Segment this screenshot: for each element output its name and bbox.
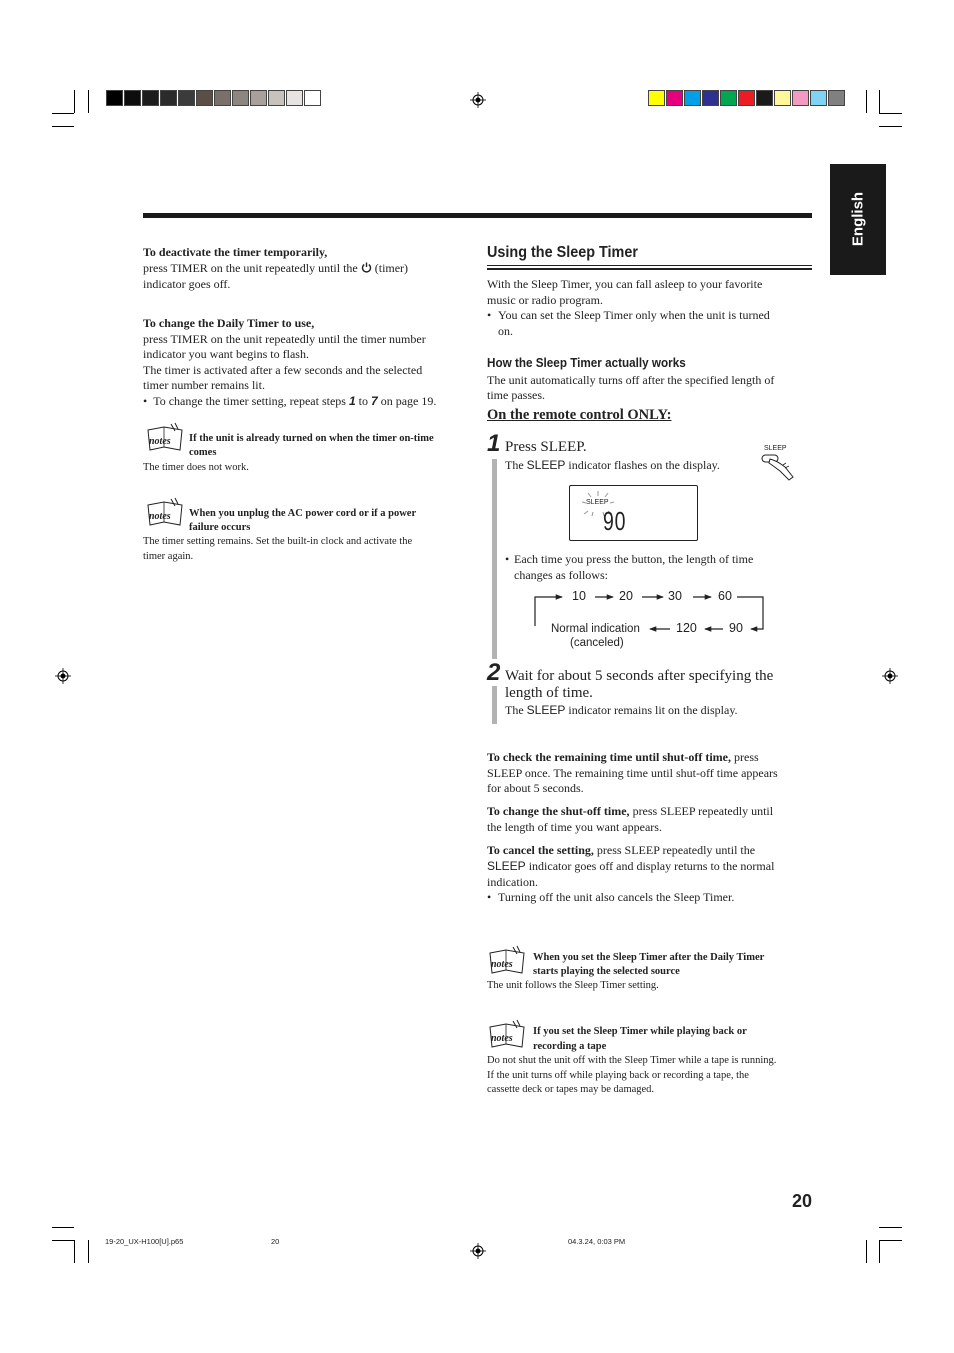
svg-text:notes: notes [491, 959, 513, 970]
change-daily-line: press TIMER on the unit repeatedly until the timer number [143, 332, 426, 346]
registration-mark-icon [882, 668, 898, 684]
change-daily-line: timer number remains lit. [143, 378, 265, 392]
note-body: timer again. [143, 551, 194, 562]
color-swatch [106, 90, 123, 106]
color-swatch [738, 90, 755, 106]
color-swatch [178, 90, 195, 106]
check-text: for about 5 seconds. [487, 781, 584, 795]
cancel-bullet-text: Turning off the unit also cancels the Sleep Timer. [498, 890, 735, 904]
check-text: SLEEP once. The remaining time until shut-off time appears [487, 766, 778, 780]
footer-date: 04.3.24, 0:03 PM [568, 1237, 626, 1246]
remote-button-label: SLEEP [764, 445, 787, 452]
bullet-text: To change the timer setting, repeat steps [153, 394, 346, 408]
note-title: recording a tape [533, 1041, 607, 1052]
change-text: the length of time you want appears. [487, 820, 662, 834]
color-swatch [214, 90, 231, 106]
step-heading: length of time. [505, 685, 593, 701]
change-daily-lead: To change the Daily Timer to use, [143, 316, 315, 330]
deactivate-text: press TIMER on the unit repeatedly until the [143, 261, 358, 275]
registration-mark-icon [470, 1243, 486, 1259]
sequence-value: 120 [676, 621, 697, 635]
bullet-to: to [358, 394, 368, 408]
intro-text: music or radio program. [487, 293, 603, 307]
sequence-diagram [530, 588, 770, 648]
change-daily-line: The timer is activated after a few seconds and the selected [143, 363, 423, 377]
svg-text:notes: notes [149, 511, 171, 522]
color-swatch [666, 90, 683, 106]
svg-text:notes: notes [491, 1033, 513, 1044]
remote-only-heading: On the remote control ONLY: [487, 407, 672, 423]
note-title: If you set the Sleep Timer while playing back or [533, 1026, 747, 1037]
sequence-value: 20 [619, 589, 633, 603]
cancel-text: SLEEP indicator goes off and display returns to the normal [487, 859, 775, 873]
header-rule [143, 213, 812, 218]
color-swatch [304, 90, 321, 106]
note-title: failure occurs [189, 522, 251, 533]
color-swatch [774, 90, 791, 106]
step-bullet-text: Each time you press the button, the length of time [514, 552, 754, 566]
step-2-bar [492, 686, 497, 724]
step-ref: 7 [371, 394, 378, 408]
deactivate-line [143, 261, 408, 277]
note-title: If the unit is already turned on when the timer on-time [189, 433, 434, 444]
section-title: Using the Sleep Timer [487, 244, 638, 261]
language-tab [830, 164, 886, 275]
note-title: starts playing the selected source [533, 966, 680, 977]
step-number: 2 [487, 659, 501, 686]
note-body: The unit follows the Sleep Timer setting. [487, 980, 659, 991]
sequence-value: 30 [668, 589, 682, 603]
step-desc: The SLEEP indicator flashes on the display. [505, 458, 720, 472]
svg-text:notes: notes [149, 436, 171, 447]
language-tab-label: English [849, 191, 867, 247]
color-swatch [142, 90, 159, 106]
note-title: When you unplug the AC power cord or if a power [189, 508, 417, 519]
change-paragraph: To change the shut-off time, press SLEEP repeatedly until [487, 804, 774, 818]
display-sleep-indicator: SLEEP [586, 499, 609, 506]
step-bullet: • [505, 552, 510, 566]
registration-mark-icon [470, 92, 486, 108]
color-swatch [196, 90, 213, 106]
bullet-text: on page 19. [380, 394, 437, 408]
normal-indication: Normal indication [551, 623, 640, 635]
change-daily-bullet: • To change the timer setting, repeat steps 1 to 7 on page 19. [143, 394, 437, 408]
color-swatch [756, 90, 773, 106]
color-swatch [720, 90, 737, 106]
step-bullet-text: changes as follows: [514, 568, 608, 582]
step-number: 1 [487, 430, 501, 457]
color-swatch [124, 90, 141, 106]
notes-icon [145, 497, 185, 529]
step-desc: The SLEEP indicator remains lit on the display. [505, 703, 738, 717]
how-text: The unit automatically turns off after the specified length of [487, 373, 775, 387]
step-heading: Wait for about 5 seconds after specifying the [505, 668, 774, 684]
footer-page: 20 [271, 1237, 280, 1246]
step-heading: Press SLEEP. [505, 439, 587, 455]
color-swatch [828, 90, 845, 106]
color-swatch [702, 90, 719, 106]
title-double-rule [487, 268, 812, 270]
color-swatch [286, 90, 303, 106]
color-swatch [648, 90, 665, 106]
display-value: 90 [603, 506, 627, 536]
note-body: Do not shut the unit off with the Sleep Timer while a tape is running. [487, 1055, 777, 1066]
power-icon [361, 262, 372, 273]
color-swatch [684, 90, 701, 106]
timer-word: (timer) [374, 261, 409, 275]
display-panel [569, 485, 698, 541]
registration-mark-icon [55, 668, 71, 684]
sleep-button-icon[interactable] [760, 453, 800, 483]
note-body: cassette deck or tapes may be damaged. [487, 1084, 655, 1095]
notes-icon [145, 422, 185, 454]
color-swatch [160, 90, 177, 106]
intro-text: With the Sleep Timer, you can fall asleep to your favorite [487, 277, 763, 291]
intro-bullet-text: on. [498, 324, 513, 338]
cancel-text: indication. [487, 875, 538, 889]
sequence-value: 90 [729, 621, 743, 635]
note-body: If the unit turns off while playing back or recording a tape, the [487, 1070, 749, 1081]
intro-bullet-text: You can set the Sleep Timer only when the unit is turned [498, 308, 770, 322]
note-body: The timer does not work. [143, 462, 249, 473]
how-text: time passes. [487, 388, 545, 402]
step-ref: 1 [348, 394, 356, 408]
check-paragraph: To check the remaining time until shut-off time, press [487, 750, 759, 764]
cancel-bullet: • [487, 890, 492, 904]
note-title: When you set the Sleep Timer after the Daily Timer [533, 952, 765, 963]
note-title: comes [189, 447, 217, 458]
sequence-value: 60 [718, 589, 732, 603]
color-swatch [268, 90, 285, 106]
color-swatch [250, 90, 267, 106]
color-swatch [792, 90, 809, 106]
step-1-bar [492, 459, 497, 659]
footer-file: 19-20_UX-H100[U].p65 [105, 1237, 184, 1246]
deactivate-lead: To deactivate the timer temporarily, [143, 245, 328, 259]
intro-bullet: • [487, 308, 492, 322]
note-body: The timer setting remains. Set the built-in clock and activate the [143, 536, 413, 547]
color-swatch [810, 90, 827, 106]
how-title: How the Sleep Timer actually works [487, 355, 686, 370]
change-daily-line: indicator you want begins to flash. [143, 347, 309, 361]
notes-icon [487, 945, 527, 977]
normal-indication-note: (canceled) [570, 637, 624, 649]
deactivate-line-2: indicator goes off. [143, 277, 231, 291]
sequence-value: 10 [572, 589, 586, 603]
page-number: 20 [792, 1191, 813, 1211]
title-double-rule [487, 265, 812, 266]
cancel-paragraph: To cancel the setting, press SLEEP repeatedly until the [487, 843, 756, 857]
notes-icon [487, 1019, 527, 1051]
color-swatch [232, 90, 249, 106]
